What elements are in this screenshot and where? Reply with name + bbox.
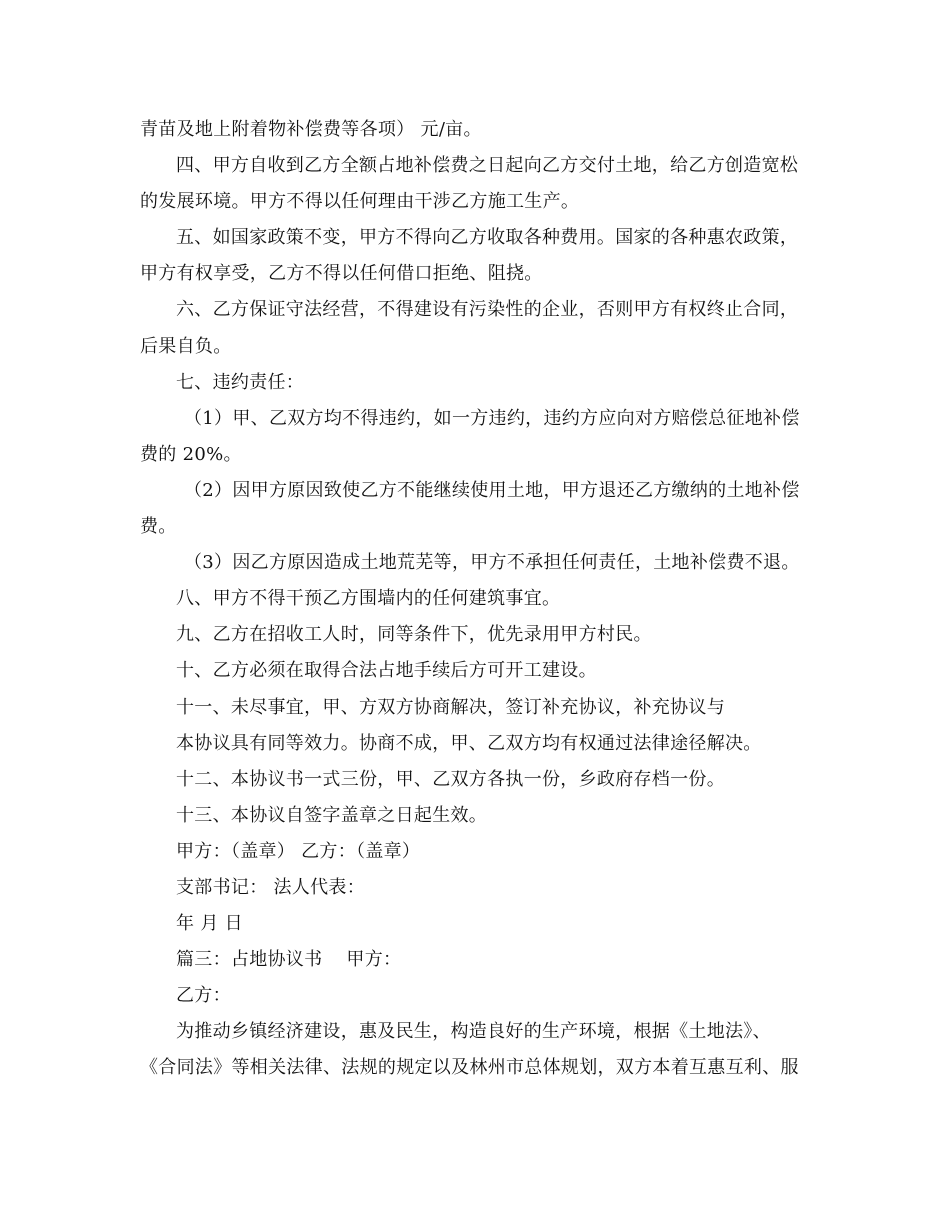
document-body <box>0 112 950 1087</box>
clause-12: 十二、本协议书一式三份，甲、乙双方各执一份，乡政府存档一份。 <box>176 768 725 790</box>
party-b-label: 乙方： <box>176 985 231 1007</box>
signature-signers: 支部书记： 法人代表： <box>176 876 366 898</box>
text-line: 青苗及地上附着物补偿费等各项） 元/亩。 <box>140 119 482 140</box>
party-a-label: 甲方： <box>346 949 402 971</box>
clause-7-item-2: （2）因甲方原因致使乙方不能继续使用土地，甲方退还乙方缴纳的土地补偿 <box>184 479 800 501</box>
clause-11: 十一、未尽事宜，甲、方双方协商解决，签订补充协议，补充协议与 <box>176 696 725 718</box>
text-line: 后果自负。 <box>140 335 232 357</box>
clause-9: 九、乙方在招收工人时，同等条件下，优先录用甲方村民。 <box>176 624 652 646</box>
clause-7-item-1: （1）甲、乙双方均不得违约，如一方违约，违约方应向对方赔偿总征地补偿 <box>184 407 800 429</box>
clause-4: 四、甲方自收到乙方全额占地补偿费之日起向乙方交付土地，给乙方创造宽松 <box>176 155 799 177</box>
section-heading: 篇三：占地协议书 <box>176 949 323 971</box>
text-line: 《合同法》等相关法律、法规的规定以及林州市总体规划，双方本着互惠互利、服 <box>140 1057 799 1079</box>
text-line: 甲方有权享受，乙方不得以任何借口拒绝、阻挠。 <box>140 263 543 285</box>
text-line: 费的 20%。 <box>140 443 242 465</box>
text-line: 的发展环境。甲方不得以任何理由干涉乙方施工生产。 <box>140 191 580 213</box>
clause-6: 六、乙方保证守法经营，不得建设有污染性的企业，否则甲方有权终止合同， <box>176 299 799 321</box>
clause-7-heading: 七、违约责任： <box>176 371 305 393</box>
clause-5: 五、如国家政策不变，甲方不得向乙方收取各种费用。国家的各种惠农政策， <box>176 227 799 249</box>
clause-7-item-3: （3）因乙方原因造成土地荒芜等，甲方不承担任何责任，土地补偿费不退。 <box>184 552 800 574</box>
section-heading-row <box>0 942 950 978</box>
signature-parties: 甲方：（盖章） 乙方：（盖章） <box>176 840 421 862</box>
text-line: 费。 <box>140 516 177 538</box>
preamble: 为推动乡镇经济建设，惠及民生，构造良好的生产环境，根据《土地法》、 <box>176 1021 771 1043</box>
clause-8: 八、甲方不得干预乙方围墙内的任何建筑事宜。 <box>176 588 561 610</box>
clause-13: 十三、本协议自签字盖章之日起生效。 <box>176 804 488 826</box>
signature-date: 年 月 日 <box>176 913 243 935</box>
text-line: 本协议具有同等效力。协商不成，甲、乙双方均有权通过法律途径解决。 <box>176 732 762 754</box>
clause-10: 十、乙方必须在取得合法占地手续后方可开工建设。 <box>176 660 597 682</box>
